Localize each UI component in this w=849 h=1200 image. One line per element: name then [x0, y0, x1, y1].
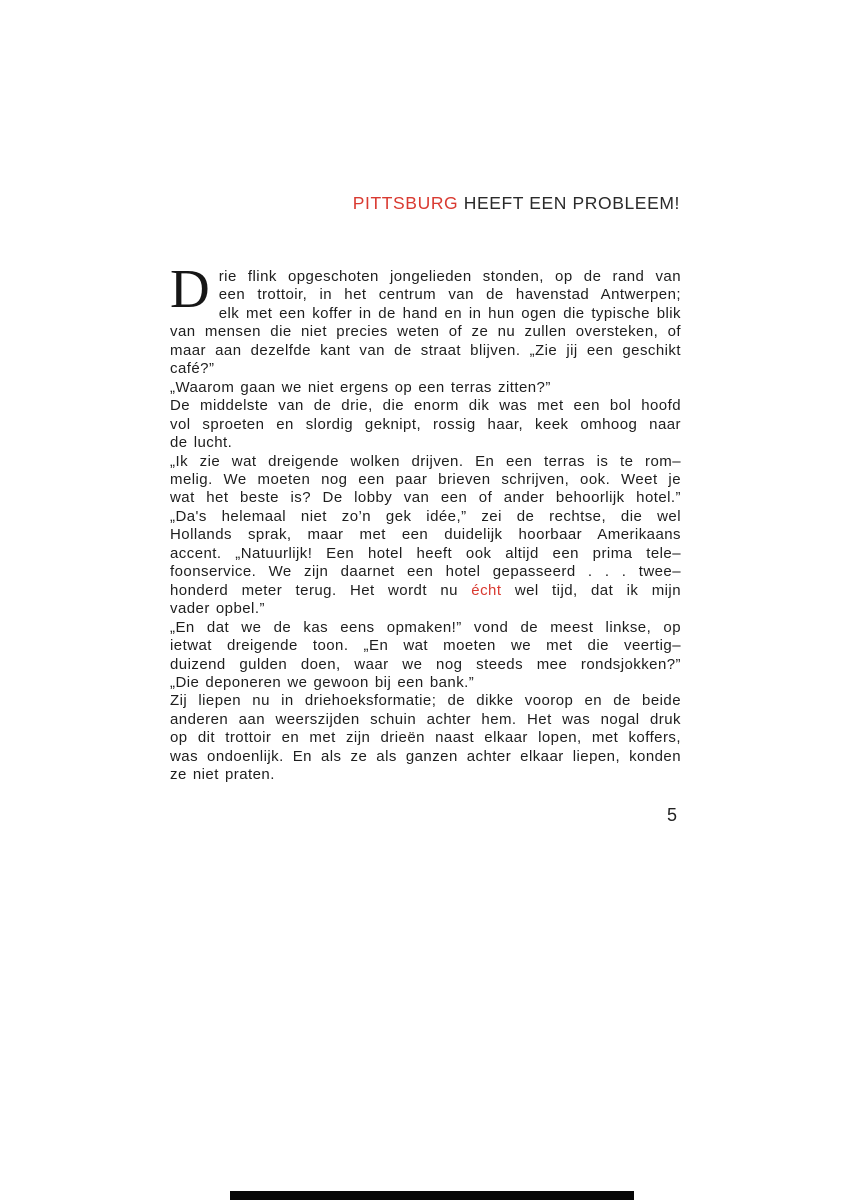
scan-artifact-bar [230, 1191, 634, 1200]
body-text-block [170, 258, 681, 785]
drop-cap: D [170, 258, 210, 319]
text-line: honderd meter terug. Het wordt nu écht wel tijd, dat ik mijn [170, 581, 681, 599]
text-line: maar aan dezelfde kant van de straat blijven. „Zie jij een geschikt [170, 341, 681, 359]
text-line: vol sproeten en slordig geknipt, rossig haar, keek omhoog naar [170, 415, 681, 433]
text-line: „Da's helemaal niet zo’n gek idée,” zei de rechtse, die wel [170, 507, 681, 525]
text-line: „Ik zie wat dreigende wolken drijven. En een terras is te rom– [170, 452, 681, 470]
body-lines [170, 258, 681, 785]
text-line: anderen aan weerszijden schuin achter hem. Het was nogal druk [170, 710, 681, 728]
chapter-title [170, 193, 680, 214]
text-line: duizend gulden doen, waar we nog steeds mee rondsjokken?” [170, 655, 681, 673]
text-line: ze niet praten. [170, 766, 275, 784]
text-line: op dit trottoir en met zijn drieën naast elkaar lopen, met koffers, [170, 729, 681, 747]
text-line: Hollands sprak, maar met een duidelijk hoorbaar Amerikaans [170, 526, 681, 544]
text-line: ietwat dreigende toon. „En wat moeten we met die veertig– [170, 637, 681, 655]
text-line: „En dat we de kas eens opmaken!” vond de meest linkse, op [170, 618, 681, 636]
text-line: foonservice. We zijn daarnet een hotel gepasseerd . . . twee– [170, 563, 681, 581]
text-line: „Waarom gaan we niet ergens op een terras zitten?” [170, 378, 551, 396]
text-line: Zij liepen nu in driehoeksformatie; de dikke voorop en de beide [170, 692, 681, 710]
highlighted-word: écht [471, 581, 502, 599]
text-line: was ondoenlijk. En als ze als ganzen achter elkaar liepen, konden [170, 747, 681, 765]
text-line: wat het beste is? De lobby van een of ander behoorlijk hotel.” [170, 489, 681, 507]
text-line: elk met een koffer in de hand en in hun ogen die typische blik [218, 304, 681, 322]
text-line: een trottoir, in het centrum van de havenstad Antwerpen; [218, 286, 681, 304]
text-line: accent. „Natuurlijk! Een hotel heeft ook altijd een prima tele– [170, 544, 681, 562]
chapter-title-highlight: PITTSBURG [352, 193, 459, 213]
text-line: vader opbel.” [170, 600, 265, 618]
text-line: rie flink opgeschoten jongelieden stonden, op de rand van [218, 268, 681, 285]
text-line: van mensen die niet precies weten of ze nu zullen oversteken, of [170, 323, 681, 341]
chapter-title-rest: HEEFT EEN PROBLEEM! [458, 193, 680, 213]
text-line: de lucht. [170, 434, 233, 452]
text-line: café?” [170, 360, 215, 378]
text-line: De middelste van de drie, die enorm dik was met een bol hoofd [170, 397, 681, 415]
page-number: 5 [666, 805, 677, 825]
text-line: melig. We moeten nog een paar brieven schrijven, ook. Weet je [170, 470, 681, 488]
text-line: „Die deponeren we gewoon bij een bank.” [170, 673, 475, 691]
